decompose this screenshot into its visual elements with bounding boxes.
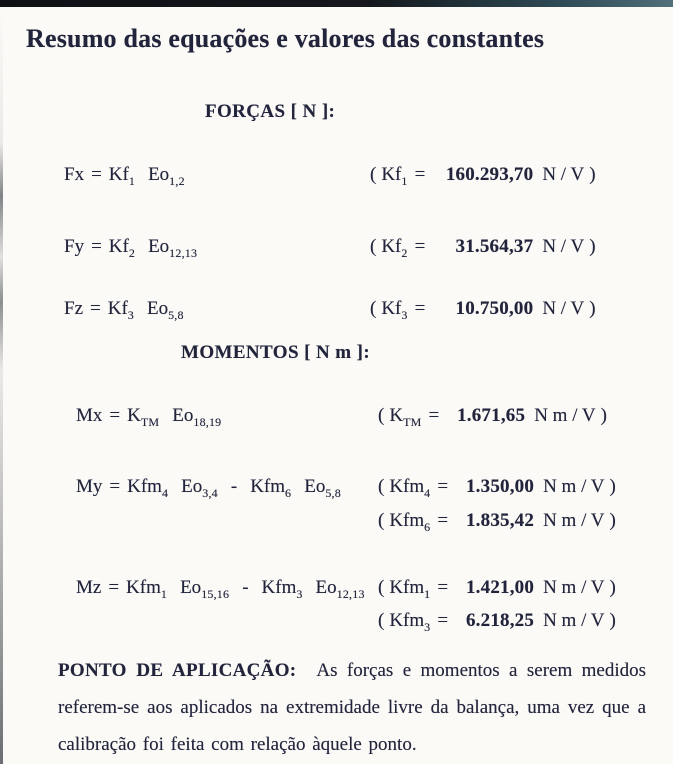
k-base: Kfm <box>389 510 425 531</box>
k-base: Kfm <box>250 476 286 497</box>
k-term <box>389 405 422 429</box>
equals-sign: = <box>109 476 121 497</box>
paren-close: ) <box>589 164 596 185</box>
eo-base: Eo <box>172 405 194 426</box>
constant-value: 1.421,00 <box>465 577 535 598</box>
k-subscript: 4 <box>161 485 169 500</box>
eo-term <box>146 298 184 322</box>
constant-kfm4 <box>378 476 616 498</box>
equation-fy <box>64 236 210 258</box>
equals-sign: = <box>414 298 426 319</box>
equation-fx <box>64 164 198 186</box>
k-base: Kfm <box>127 476 162 497</box>
eo-base: Eo <box>148 164 170 185</box>
eo-base: Eo <box>180 577 202 598</box>
forces-section-heading: FORÇAS [ N ]: <box>205 101 336 122</box>
equals-sign: = <box>109 405 121 426</box>
k-base: Kfm <box>389 610 425 631</box>
paren-close: ) <box>589 298 596 319</box>
equation-my <box>76 476 354 498</box>
paren-open: ( <box>370 236 377 257</box>
k-subscript: TM <box>140 414 160 429</box>
paren-close: ) <box>589 236 596 257</box>
k-subscript: 1 <box>401 173 408 188</box>
paren-open: ( <box>378 610 385 631</box>
k-base: Kfm <box>126 577 161 598</box>
paren-close: ) <box>609 476 616 497</box>
k-subscript: 3 <box>296 586 303 601</box>
k-base: K <box>127 405 141 426</box>
unit-label: N / V <box>542 298 585 319</box>
eo-term <box>148 236 198 260</box>
k-subscript: 4 <box>424 485 431 500</box>
moments-section-heading: MOMENTOS [ N m ]: <box>181 342 371 363</box>
eo-base: Eo <box>315 577 337 598</box>
eo-subscript: 18,19 <box>193 414 222 429</box>
equation-mz <box>76 577 378 599</box>
k-base: Kfm <box>389 577 425 598</box>
paren-open: ( <box>378 577 385 598</box>
constant-kfm1 <box>378 577 616 599</box>
k-subscript: 1 <box>160 586 168 601</box>
k-term <box>108 236 136 260</box>
equals-sign: = <box>414 236 426 257</box>
eo-subscript: 12,13 <box>169 245 198 260</box>
equals-sign: = <box>437 577 449 598</box>
eo-base: Eo <box>181 476 203 497</box>
application-point-text: As forças e momentos a serem medidos referem-se aos aplicados na extremidade livre da balança, uma vez que a calibração foi feita com relação àquele ponto. <box>58 660 646 755</box>
constant-value: 6.218,25 <box>465 610 535 631</box>
unit-label: N m / V <box>534 405 596 426</box>
equals-sign: = <box>90 298 101 319</box>
k-subscript: 3 <box>127 307 134 322</box>
k-term <box>250 476 292 500</box>
k-term <box>381 298 408 322</box>
k-term <box>389 577 431 601</box>
k-term <box>127 476 169 500</box>
equals-sign: = <box>91 236 102 257</box>
k-subscript: 2 <box>401 245 408 260</box>
application-point-label: PONTO DE APLICAÇÃO: <box>58 660 297 681</box>
k-term <box>108 164 136 188</box>
k-term <box>389 610 431 634</box>
k-term <box>389 476 431 500</box>
equals-sign: = <box>108 577 120 598</box>
equals-sign: = <box>428 405 440 426</box>
k-term <box>381 164 408 188</box>
equation-mx <box>76 405 234 427</box>
equals-sign: = <box>414 164 426 185</box>
equals-sign: = <box>437 610 449 631</box>
eo-subscript: 5,8 <box>168 307 184 322</box>
k-term <box>107 298 134 322</box>
equation-fz <box>64 298 197 320</box>
eo-subscript: 12,13 <box>336 586 365 601</box>
eo-base: Eo <box>148 236 170 257</box>
paren-close: ) <box>609 610 616 631</box>
eo-term <box>180 577 230 601</box>
unit-label: N / V <box>542 236 585 257</box>
scan-edge-top <box>0 0 673 7</box>
k-subscript: 1 <box>128 173 136 188</box>
eo-term <box>172 405 222 429</box>
equals-sign: = <box>437 476 449 497</box>
constant-kfm3 <box>378 610 616 632</box>
equals-sign: = <box>91 164 102 185</box>
k-term <box>381 236 408 260</box>
k-base: Kfm <box>389 476 425 497</box>
eo-subscript: 5,8 <box>325 485 341 500</box>
unit-label: N m / V <box>543 476 605 497</box>
k-subscript: 6 <box>424 519 431 534</box>
paren-close: ) <box>609 577 616 598</box>
k-base: Kf <box>108 164 129 185</box>
k-base: Kf <box>381 236 402 257</box>
eo-term <box>315 577 365 601</box>
unit-label: N m / V <box>543 610 605 631</box>
k-subscript: 6 <box>285 485 292 500</box>
paren-open: ( <box>378 405 385 426</box>
unit-label: N / V <box>542 164 585 185</box>
paren-close: ) <box>609 510 616 531</box>
scan-edge-left <box>0 7 3 764</box>
eo-subscript: 1,2 <box>169 173 185 188</box>
paren-close: ) <box>600 405 607 426</box>
equation-lhs: Fy <box>64 236 85 257</box>
page-title: Resumo das equações e valores das constantes <box>26 24 545 53</box>
constant-value: 31.564,37 <box>455 236 534 257</box>
constant-value: 160.293,70 <box>445 164 534 185</box>
k-base: K <box>389 405 404 426</box>
eo-term <box>148 164 185 188</box>
k-subscript: 3 <box>401 307 408 322</box>
equation-lhs: Fz <box>64 298 83 319</box>
eo-subscript: 15,16 <box>201 586 230 601</box>
eo-term <box>304 476 341 500</box>
constant-kfm6 <box>378 510 616 532</box>
k-base: Kf <box>381 164 402 185</box>
k-term <box>127 405 160 429</box>
constant-value: 10.750,00 <box>455 298 534 319</box>
equation-lhs: Fx <box>64 164 85 185</box>
unit-label: N m / V <box>543 577 605 598</box>
eo-base: Eo <box>146 298 169 319</box>
k-base: Kfm <box>261 577 297 598</box>
paren-open: ( <box>378 476 385 497</box>
constant-value: 1.835,42 <box>465 510 535 531</box>
equation-lhs: Mz <box>76 577 102 598</box>
k-subscript: 1 <box>424 586 431 601</box>
paren-open: ( <box>370 164 377 185</box>
equals-sign: = <box>437 510 449 531</box>
k-subscript: 2 <box>128 245 136 260</box>
k-term <box>126 577 168 601</box>
k-subscript: 3 <box>424 619 431 634</box>
k-subscript: TM <box>403 414 422 429</box>
constant-kf3 <box>370 298 596 320</box>
constant-value: 1.671,65 <box>457 405 526 426</box>
paren-open: ( <box>370 298 377 319</box>
minus-sign: - <box>242 577 249 598</box>
eo-term <box>181 476 218 500</box>
paren-open: ( <box>378 510 385 531</box>
k-base: Kf <box>108 236 129 257</box>
application-point-paragraph <box>58 652 646 763</box>
k-term <box>389 510 431 534</box>
k-base: Kf <box>381 298 402 319</box>
k-base: Kf <box>107 298 128 319</box>
constant-kf2 <box>370 236 596 258</box>
eo-base: Eo <box>304 476 326 497</box>
minus-sign: - <box>230 476 238 497</box>
k-term <box>261 577 303 601</box>
equation-lhs: My <box>76 476 103 497</box>
equation-lhs: Mx <box>76 405 103 426</box>
constant-kf1 <box>370 164 596 186</box>
eo-subscript: 3,4 <box>202 485 218 500</box>
constant-ktm <box>378 405 607 427</box>
constant-value: 1.350,00 <box>465 476 535 497</box>
unit-label: N m / V <box>543 510 605 531</box>
